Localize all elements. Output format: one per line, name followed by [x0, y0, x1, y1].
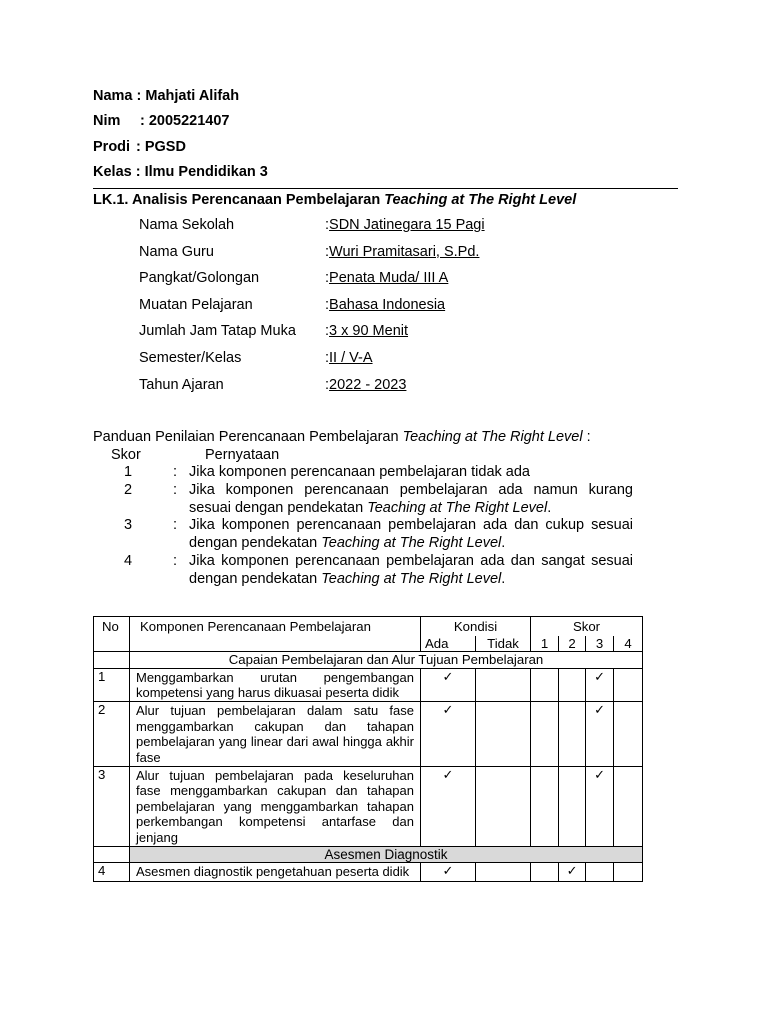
meta-separator: : [325, 349, 330, 366]
meta-separator: : [325, 323, 330, 340]
name-value: : Mahjati Alifah [136, 88, 240, 104]
guide-col-pernyataan: Pernyataan [205, 447, 280, 463]
meta-separator: : [325, 296, 330, 313]
row-number: 2 [94, 702, 130, 767]
meta-value: Bahasa Indonesia [329, 296, 446, 313]
header-skor-3: 3 [586, 636, 614, 652]
cell-skor-4 [614, 702, 643, 767]
header-skor-4: 4 [614, 636, 643, 652]
cell-ada [421, 702, 476, 767]
cell-ada [421, 766, 476, 846]
cell-skor-3 [586, 766, 614, 846]
checkmark-icon: ✓ [442, 669, 454, 685]
meta-row [139, 215, 485, 242]
meta-row [139, 348, 485, 375]
nim-value: : 2005221407 [140, 113, 230, 130]
guide-item-italic: Teaching at The Right Level [367, 499, 548, 516]
cell-skor-3 [586, 702, 614, 767]
checkmark-icon: ✓ [442, 703, 454, 719]
worksheet-title-italic: Teaching at The Right Level [384, 192, 577, 208]
meta-key: Semester/Kelas [139, 349, 242, 366]
guide-col-skor: Skor [111, 447, 141, 463]
meta-key: Tahun Ajaran [139, 376, 224, 393]
meta-row [139, 268, 485, 295]
row-number: 4 [94, 863, 130, 881]
guide-item-colon: : [173, 481, 178, 498]
cell-skor-2 [559, 766, 586, 846]
guide-item-score: 3 [124, 517, 133, 534]
cell-skor-1 [531, 766, 559, 846]
meta-separator: : [325, 243, 330, 260]
meta-key: Nama Guru [139, 243, 214, 260]
section-row [94, 652, 643, 669]
cell-skor-2 [559, 863, 586, 881]
guide-item-statement [189, 482, 633, 518]
guide-item [93, 464, 633, 482]
meta-value: SDN Jatinegara 15 Pagi [329, 217, 485, 233]
row-number: 1 [94, 668, 130, 702]
kelas-label: Kelas [93, 163, 132, 180]
guide-item-end: . [547, 499, 552, 516]
header-ada: Ada [421, 636, 476, 652]
guide-item-end: . [501, 570, 506, 587]
guide-item-score: 2 [124, 481, 133, 498]
meta-key: Pangkat/Golongan [139, 270, 260, 287]
row-component: Alur tujuan pembelajaran dalam satu fase menggambarkan cakupan dan tahapan pembelajaran yang linear dari awal hingga akhir fase [130, 702, 421, 767]
meta-key: Jumlah Jam Tatap Muka [139, 323, 296, 340]
checkmark-icon: ✓ [442, 864, 454, 880]
table-row [94, 863, 643, 881]
checkmark-icon: ✓ [594, 669, 605, 685]
header-kondisi: Kondisi [421, 617, 531, 636]
guide-item-statement [189, 517, 633, 553]
checkmark-icon: ✓ [594, 703, 605, 719]
meta-separator: : [325, 376, 330, 393]
table-row [94, 766, 643, 846]
table-row [94, 668, 643, 702]
guide-item-colon: : [173, 517, 178, 534]
worksheet-title [93, 192, 576, 208]
guide-item-statement [189, 464, 633, 482]
guide-item-italic: Teaching at The Right Level [321, 570, 502, 587]
checkmark-icon: ✓ [442, 767, 454, 783]
cell-skor-1 [531, 668, 559, 702]
cell-skor-1 [531, 702, 559, 767]
guide-item-end: . [501, 535, 506, 552]
meta-value: 3 x 90 Menit [329, 323, 409, 340]
header-komponen: Komponen Perencanaan Pembelajaran [130, 617, 421, 652]
section-spacer [94, 846, 130, 863]
header-divider [93, 188, 678, 189]
guide-item-score: 1 [124, 464, 133, 480]
cell-ada [421, 668, 476, 702]
meta-row [139, 321, 485, 348]
meta-key: Muatan Pelajaran [139, 296, 253, 313]
student-prodi-row [93, 137, 268, 162]
cell-skor-3 [586, 668, 614, 702]
checkmark-icon: ✓ [566, 864, 578, 880]
meta-value: II / V-A [329, 349, 373, 366]
guide-item-text: Jika komponen perencanaan pembelajaran ada namun kurang sesuai dengan pendekatan [189, 481, 633, 516]
student-nim-row [93, 111, 268, 136]
guide-item [93, 553, 633, 589]
row-component: Asesmen diagnostik pengetahuan peserta didik [130, 863, 421, 881]
cell-ada [421, 863, 476, 881]
header-skor: Skor [531, 617, 643, 636]
guide-item-statement [189, 553, 633, 589]
cell-tidak [476, 702, 531, 767]
school-metadata [139, 215, 485, 401]
table-row [94, 702, 643, 767]
student-kelas-row [93, 162, 268, 187]
meta-value: Penata Muda/ III A [329, 270, 449, 287]
row-number: 3 [94, 766, 130, 846]
guide-item [93, 482, 633, 518]
prodi-value: : PGSD [136, 138, 186, 155]
cell-skor-4 [614, 766, 643, 846]
cell-tidak [476, 863, 531, 881]
header-skor-1: 1 [531, 636, 559, 652]
cell-skor-1 [531, 863, 559, 881]
guide-title [93, 429, 591, 445]
cell-skor-2 [559, 668, 586, 702]
guide-item-italic: Teaching at The Right Level [321, 535, 502, 552]
cell-tidak [476, 668, 531, 702]
meta-value: Wuri Pramitasari, S.Pd. [329, 243, 480, 260]
meta-row [139, 375, 485, 402]
guide-item-text: Jika komponen perencanaan pembelajaran tidak ada [189, 464, 530, 480]
guide-header [93, 447, 633, 464]
guide-item [93, 517, 633, 553]
guide-item-text: Jika komponen perencanaan pembelajaran ada dan cukup sesuai dengan pendekatan [189, 517, 633, 552]
guide-title-suffix: : [582, 429, 591, 445]
guide-title-italic: Teaching at The Right Level [402, 429, 583, 445]
guide-item-text: Jika komponen perencanaan pembelajaran ada dan sangat sesuai dengan pendekatan [189, 552, 633, 587]
nim-label: Nim [93, 113, 121, 130]
scoring-guide [93, 447, 633, 589]
header-skor-2: 2 [559, 636, 586, 652]
row-component: Menggambarkan urutan pengembangan kompetensi yang harus dikuasai peserta didik [130, 668, 421, 702]
name-label: Nama [93, 88, 133, 104]
prodi-label: Prodi [93, 138, 131, 155]
cell-skor-3 [586, 863, 614, 881]
cell-skor-4 [614, 863, 643, 881]
meta-separator: : [325, 270, 330, 287]
cell-skor-2 [559, 702, 586, 767]
guide-item-score: 4 [124, 552, 133, 569]
header-tidak: Tidak [476, 636, 531, 652]
guide-item-colon: : [173, 464, 178, 480]
meta-separator: : [325, 217, 330, 233]
checkmark-icon: ✓ [594, 767, 605, 783]
section-row [94, 846, 643, 863]
kelas-value: : Ilmu Pendidikan 3 [135, 163, 268, 180]
meta-value: 2022 - 2023 [329, 376, 407, 393]
section-title: Asesmen Diagnostik [130, 846, 643, 863]
table-header-row-1 [94, 617, 643, 636]
meta-key: Nama Sekolah [139, 217, 235, 233]
header-no: No [94, 617, 130, 652]
guide-item-colon: : [173, 552, 178, 569]
student-info [93, 86, 268, 187]
meta-row [139, 295, 485, 322]
assessment-table [93, 616, 643, 882]
cell-tidak [476, 766, 531, 846]
guide-title-text: Panduan Penilaian Perencanaan Pembelajaran [93, 429, 403, 445]
row-component: Alur tujuan pembelajaran pada keseluruhan fase menggambarkan cakupan dan tahapan pembelajaran yang menggambarkan tahapan perkembangan kompetensi antarfase dan jenjang [130, 766, 421, 846]
student-name-row [93, 86, 268, 111]
worksheet-title-text: LK.1. Analisis Perencanaan Pembelajaran [93, 192, 385, 208]
section-title: Capaian Pembelajaran dan Alur Tujuan Pembelajaran [130, 652, 643, 669]
section-spacer [94, 652, 130, 669]
meta-row [139, 242, 485, 269]
cell-skor-4 [614, 668, 643, 702]
